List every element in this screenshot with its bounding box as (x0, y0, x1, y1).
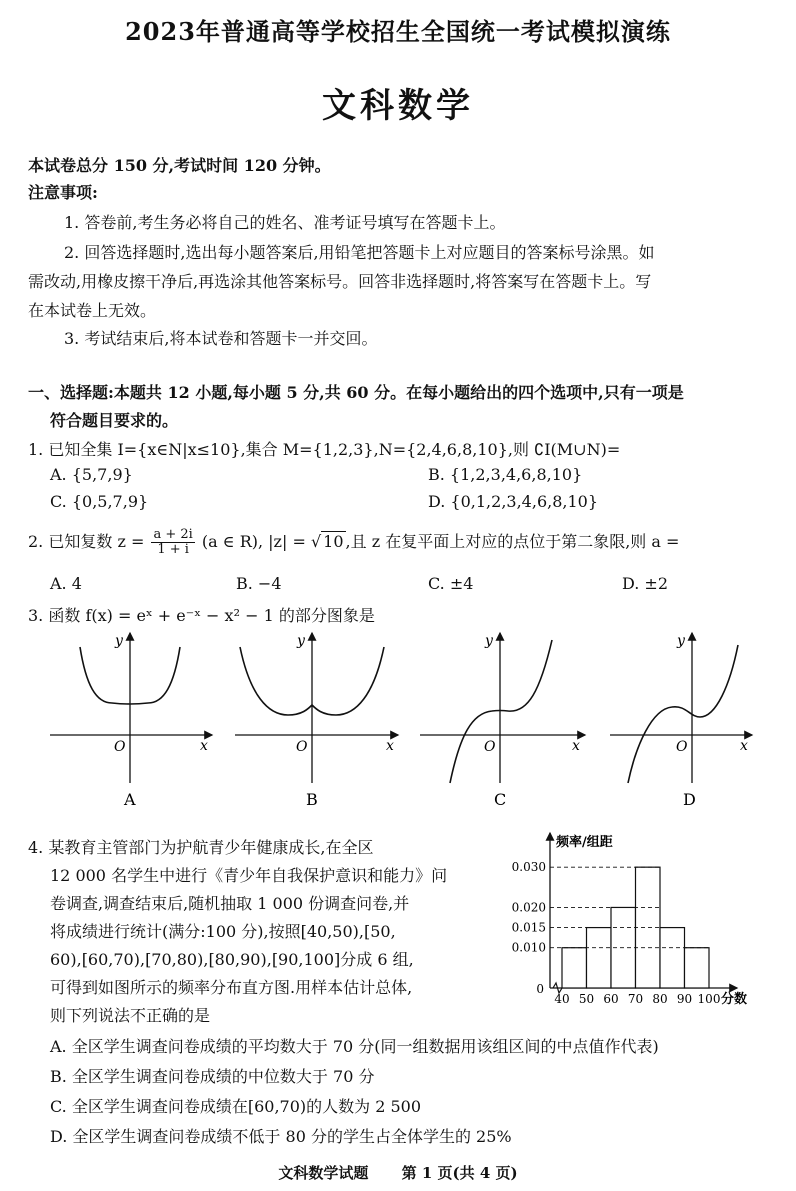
score-line: 本试卷总分 150 分,考试时间 120 分钟。 (28, 156, 331, 175)
q4-option-c: C. 全区学生调查问卷成绩在[60,70)的人数为 2 500 (50, 1097, 422, 1116)
q4-histogram (505, 828, 790, 1023)
q4-stem-line-6: 可得到如图所示的频率分布直方图.用样本估计总体, (50, 978, 413, 997)
q3-c-axis-x: x (572, 738, 580, 754)
q2-suffix: ,且 z 在复平面上对应的点位于第二象限,则 a = (345, 532, 680, 551)
q3-a-axis-y: y (115, 633, 123, 649)
q4-stem-line-1: 4. 某教育主管部门为护航青少年健康成长,在全区 (28, 838, 374, 857)
q3-graph-d (610, 633, 752, 809)
q3-d-axis-x: x (740, 738, 748, 754)
q2-option-c: C. ±4 (428, 574, 474, 593)
histogram-bar-50-60 (587, 928, 612, 988)
q4-stem-line-7: 则下列说法不正确的是 (50, 1006, 211, 1025)
note-1: 1. 答卷前,考生务必将自己的姓名、准考证号填写在答题卡上。 (64, 213, 506, 232)
q2-fraction-denominator: 1 + i (157, 542, 189, 557)
q3-label-b: B (306, 790, 318, 809)
q1-option-b: B. {1,2,3,4,6,8,10} (428, 465, 583, 484)
q4-option-d: D. 全区学生调查问卷成绩不低于 80 分的学生占全体学生的 25% (50, 1127, 512, 1146)
q3-label-d: D (683, 790, 696, 809)
histogram-x-tick-70: 70 (627, 992, 644, 1006)
q2-stem (28, 528, 679, 557)
q4-option-a: A. 全区学生调查问卷成绩的平均数大于 70 分(同一组数据用该组区间的中点值作代表) (50, 1037, 659, 1056)
q2-sqrt-value: 10 (323, 532, 344, 551)
note-2-line-3: 在本试卷上无效。 (28, 301, 157, 320)
q3-graph-a (50, 633, 212, 809)
histogram-y-label: 频率/组距 (556, 835, 613, 850)
q3-label-c: C (494, 790, 507, 809)
q3-graph-c (420, 633, 585, 809)
q3-c-origin: O (484, 739, 496, 755)
q4-stem-line-2: 12 000 名学生中进行《青少年自我保护意识和能力》问 (50, 866, 448, 885)
note-2-line-1: 2. 回答选择题时,选出每小题答案后,用铅笔把答题卡上对应题目的答案标号涂黑。如 (64, 243, 655, 262)
q3-graph-b (235, 633, 398, 809)
histogram-x-tick-60: 60 (603, 992, 619, 1006)
footer-page-number: 第 1 页(共 4 页) (401, 1164, 518, 1182)
q3-b-origin: O (296, 739, 308, 755)
histogram-y-tick-0.010: 0.010 (511, 940, 546, 955)
q4-option-b: B. 全区学生调查问卷成绩的中位数大于 70 分 (50, 1067, 375, 1086)
q3-b-axis-y: y (297, 633, 305, 649)
q2-option-b: B. −4 (236, 574, 282, 593)
histogram-x-tick-40: 40 (554, 992, 570, 1006)
histogram-y-tick-0.015: 0.015 (511, 920, 546, 935)
q3-graph-options (40, 625, 770, 810)
histogram-x-label: 分数 (721, 992, 748, 1007)
q2-option-d: D. ±2 (622, 574, 669, 593)
exam-title: 2023年普通高等学校招生全国统一考试模拟演练 (125, 17, 671, 46)
q3-d-origin: O (676, 739, 688, 755)
q1-option-c: C. {0,5,7,9} (50, 492, 149, 511)
q4-stem-line-5: 60),[60,70),[70,80),[80,90),[90,100]分成 6 组, (50, 950, 414, 969)
q1-stem: 1. 已知全集 I={x∈N|x≤10},集合 M={1,2,3},N={2,4,6,8,10},则 ∁I(M∪N)= (28, 440, 621, 459)
q4-stem-line-3: 卷调查,调查结束后,随机抽取 1 000 份调查问卷,并 (50, 894, 410, 913)
exam-subject: 文科数学 (322, 86, 474, 126)
q1-option-a: A. {5,7,9} (50, 465, 133, 484)
q2-mid: (a ∈ R), |z| = √ (201, 532, 322, 551)
q1-option-d: D. {0,1,2,3,4,6,8,10} (428, 492, 599, 511)
q3-stem: 3. 函数 f(x) = eˣ + e⁻ˣ − x² − 1 的部分图象是 (28, 606, 375, 625)
q3-label-a: A (124, 790, 136, 809)
histogram-bar-90-100 (685, 948, 710, 988)
histogram-x-tick-50: 50 (578, 992, 595, 1006)
q2-fraction (151, 528, 194, 557)
histogram-y-tick-0.030: 0.030 (511, 860, 546, 875)
q3-b-axis-x: x (386, 738, 394, 754)
histogram-x-tick-100: 100 (697, 992, 721, 1006)
histogram-x-tick-90: 90 (676, 992, 693, 1006)
q2-fraction-numerator: a + 2i (153, 527, 193, 542)
histogram-bar-40-50 (562, 948, 587, 988)
section-1-heading-line-1: 一、选择题:本题共 12 小题,每小题 5 分,共 60 分。在每小题给出的四个选项中,只有一项是 (28, 383, 684, 402)
histogram-y-tick-0.020: 0.020 (511, 900, 546, 915)
note-2-line-2: 需改动,用橡皮擦干净后,再选涂其他答案标号。回答非选择题时,将答案写在答题卡上。写 (28, 272, 652, 291)
q2-option-a: A. 4 (50, 574, 82, 593)
histogram-x-tick-80: 80 (652, 992, 668, 1006)
page-footer (0, 1162, 796, 1183)
histogram-bar-80-90 (660, 928, 685, 988)
q3-a-axis-x: x (200, 738, 208, 754)
q2-prefix: 2. 已知复数 z = (28, 532, 145, 551)
q3-c-axis-y: y (485, 633, 493, 649)
q3-d-axis-y: y (677, 633, 685, 649)
q3-a-origin: O (114, 739, 126, 755)
notes-heading: 注意事项: (28, 183, 98, 202)
q4-stem-line-4: 将成绩进行统计(满分:100 分),按照[40,50),[50, (50, 922, 396, 941)
note-3: 3. 考试结束后,将本试卷和答题卡一并交回。 (64, 329, 378, 348)
section-1-heading-line-2: 符合题目要求的。 (50, 411, 179, 430)
histogram-origin-label: 0 (536, 982, 544, 996)
footer-subject: 文科数学试题 (278, 1164, 369, 1182)
